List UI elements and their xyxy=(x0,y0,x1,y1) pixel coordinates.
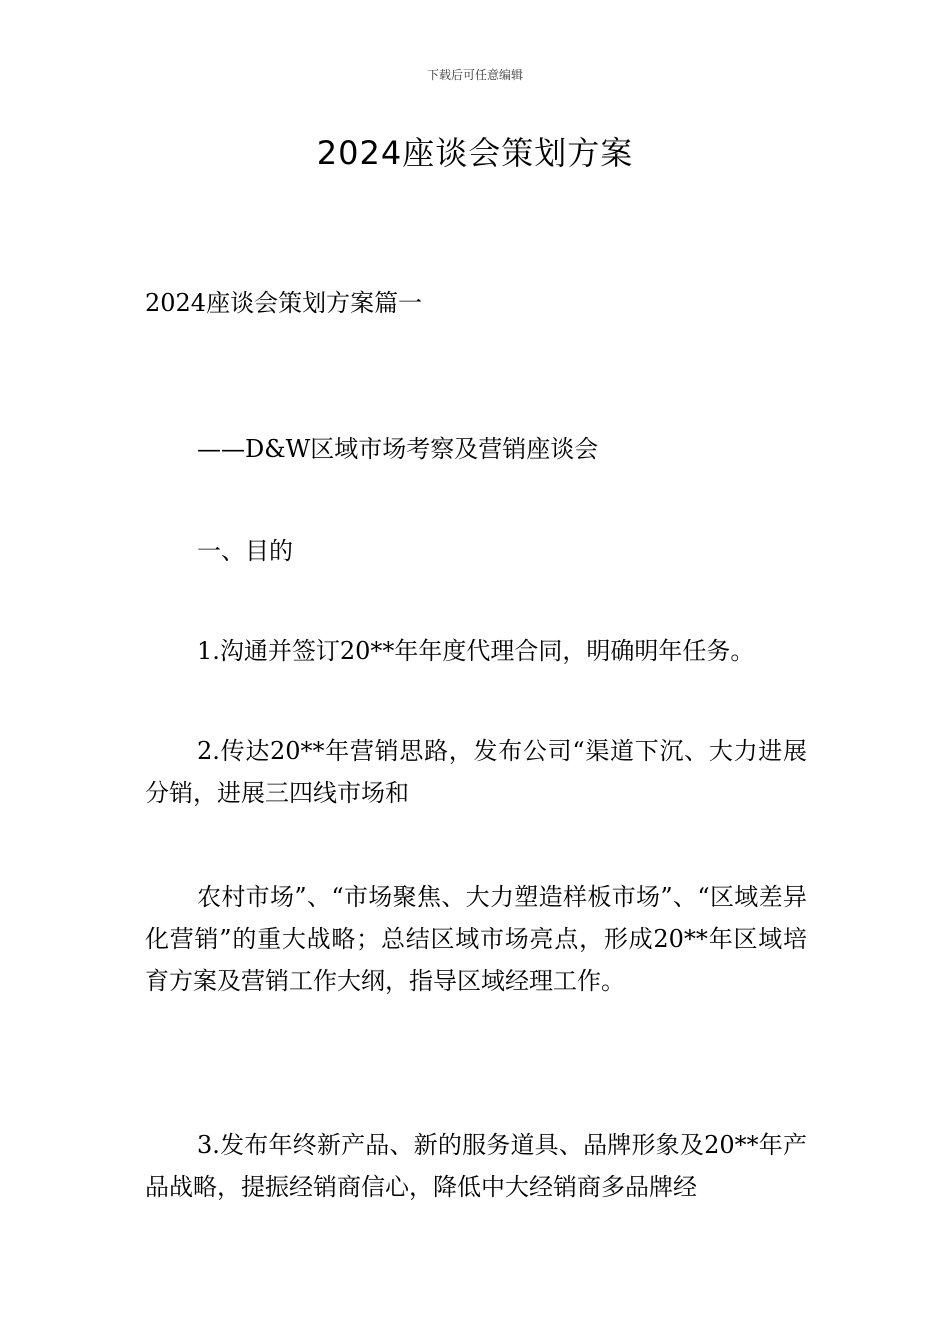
document-title: 2024座谈会策划方案 xyxy=(316,134,634,172)
paragraph-item-3: 3.发布年终新产品、新的服务道具、品牌形象及20**年产品战略，提振经销商信心，降低中大经销商多品牌经 xyxy=(145,1131,807,1201)
paragraph-item-2: 2.传达20**年营销思路，发布公司“渠道下沉、大力进展分销，进展三四线市场和 xyxy=(145,737,807,807)
paragraph-item-1: 1.沟通并签订20**年年度代理合同，明确明年任务。 xyxy=(197,637,755,665)
paragraph-item-2-continued: 农村市场”、“市场聚焦、大力塑造样板市场”、“区域差异化营销”的重大战略；总结区域市场亮点，形成20**年区域培育方案及营销工作大纲，指导区域经理工作。 xyxy=(145,883,807,995)
section-title: 2024座谈会策划方案篇一 xyxy=(145,289,423,317)
header-note: 下载后可任意编辑 xyxy=(426,68,523,82)
subtitle: ——D&W区域市场考察及营销座谈会 xyxy=(197,435,599,463)
heading-purpose: 一、目的 xyxy=(197,537,293,565)
